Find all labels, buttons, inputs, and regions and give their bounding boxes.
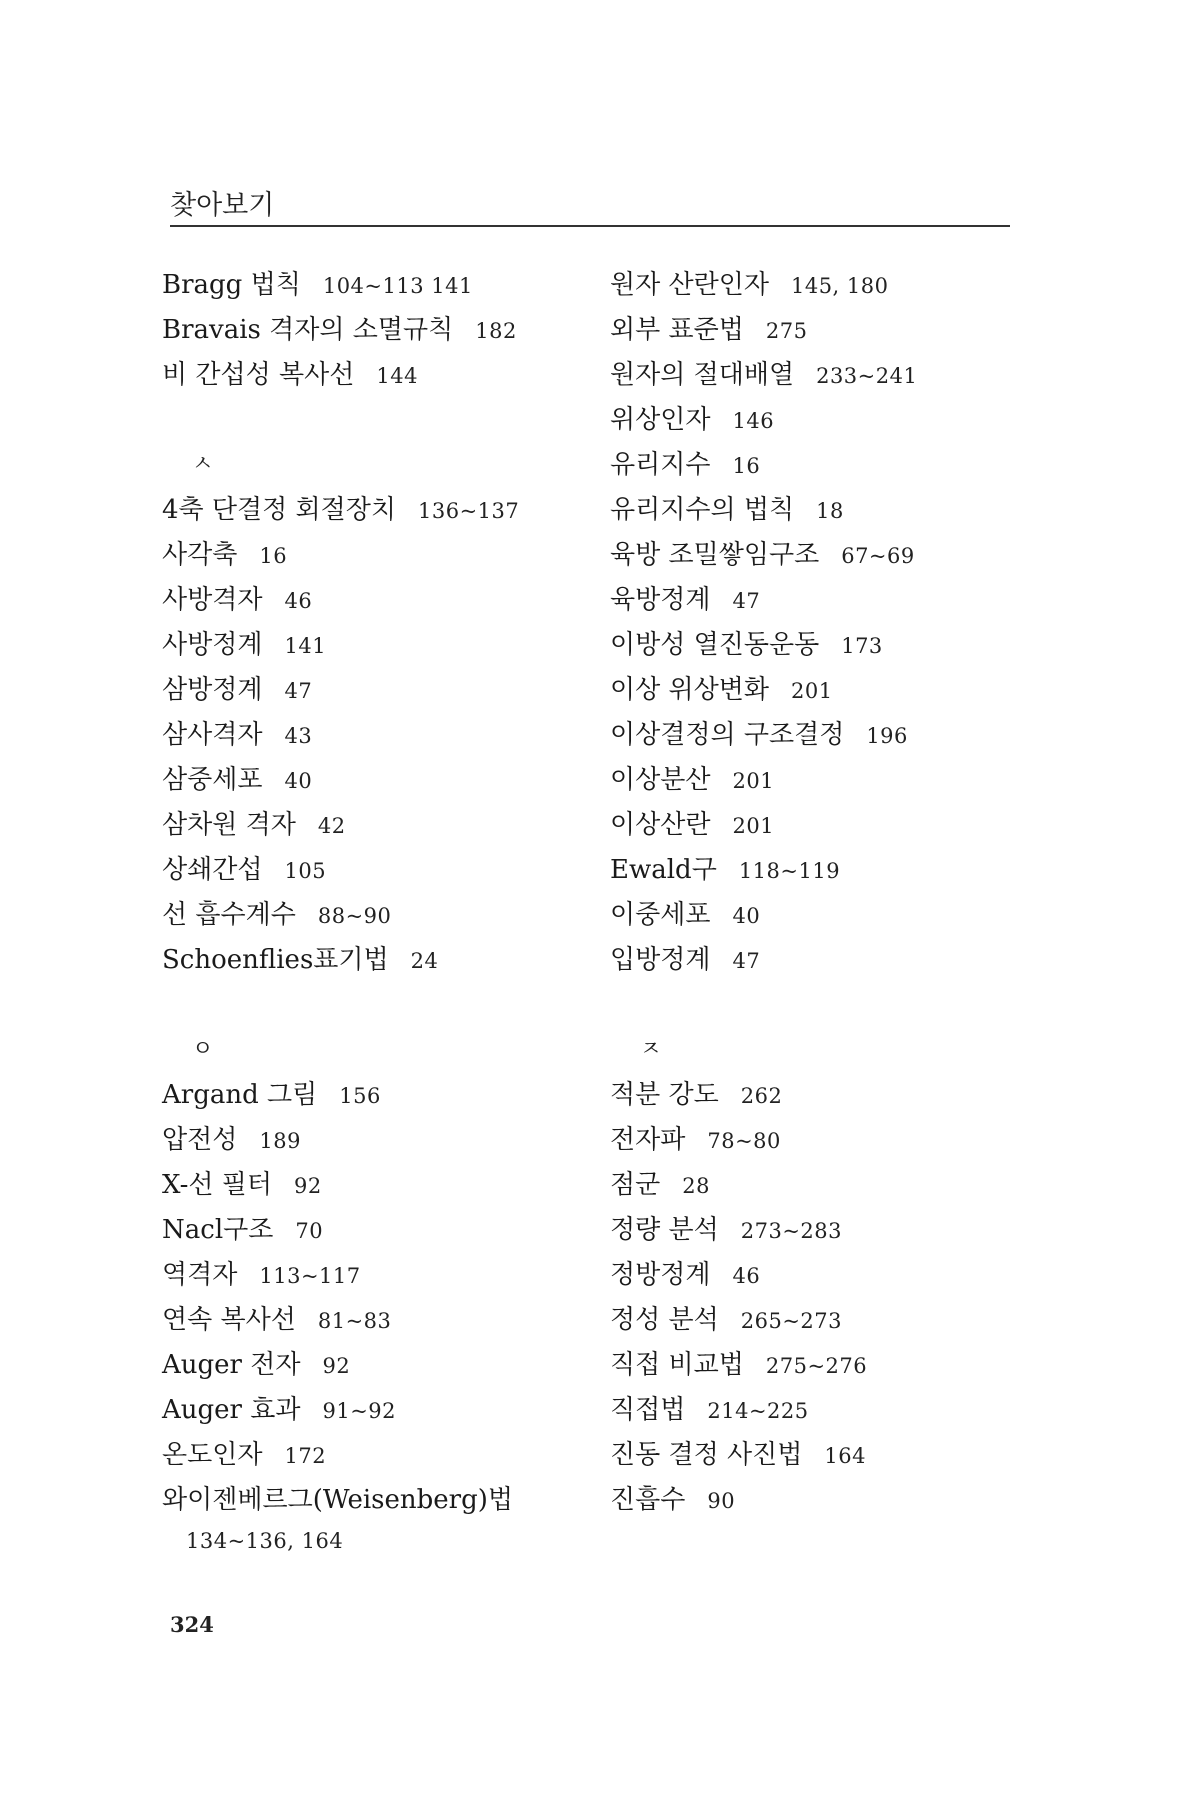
index-entry bbox=[610, 667, 1030, 712]
index-term: 연속 복사선 bbox=[162, 1305, 296, 1335]
index-pages: 47 bbox=[284, 679, 313, 703]
page-number: 324 bbox=[170, 1612, 214, 1637]
index-term: 이상분산 bbox=[610, 765, 711, 795]
index-group bbox=[162, 487, 582, 982]
index-right-column bbox=[610, 262, 1030, 1522]
index-entry bbox=[610, 622, 1030, 667]
index-entry bbox=[610, 532, 1030, 577]
section-header-jieut: ㅈ bbox=[640, 1037, 662, 1062]
index-pages: 182 bbox=[475, 319, 517, 343]
index-pages: 46 bbox=[284, 589, 313, 613]
index-entry bbox=[610, 1117, 1030, 1162]
section-gap bbox=[162, 397, 582, 442]
index-pages: 172 bbox=[284, 1444, 327, 1468]
index-term: 삼중세포 bbox=[162, 765, 263, 795]
index-term: 사각축 bbox=[162, 540, 238, 570]
index-entry bbox=[610, 1477, 1030, 1522]
index-term: 유리지수의 법칙 bbox=[610, 495, 795, 525]
index-term: 위상인자 bbox=[610, 405, 711, 435]
index-term: 유리지수 bbox=[610, 450, 711, 480]
index-entry bbox=[162, 1342, 582, 1387]
index-entry bbox=[610, 1162, 1030, 1207]
index-entry bbox=[610, 802, 1030, 847]
index-pages: 40 bbox=[284, 769, 313, 793]
index-pages: 275~276 bbox=[765, 1354, 868, 1378]
index-pages: 16 bbox=[732, 454, 761, 478]
index-pages: 88~90 bbox=[317, 904, 392, 928]
index-entry bbox=[610, 352, 1030, 397]
section-header-siot: ㅅ bbox=[192, 452, 214, 477]
index-entry bbox=[162, 532, 582, 577]
index-term: Ewald구 bbox=[610, 855, 717, 885]
index-entry bbox=[610, 847, 1030, 892]
index-term: Bravais 격자의 소멸규칙 bbox=[162, 315, 454, 345]
index-entry bbox=[610, 1297, 1030, 1342]
index-entry bbox=[162, 307, 582, 352]
index-entry bbox=[162, 892, 582, 937]
index-group bbox=[610, 1072, 1030, 1522]
index-term: 진동 결정 사진법 bbox=[610, 1440, 803, 1470]
index-entry bbox=[610, 487, 1030, 532]
index-pages: 16 bbox=[259, 544, 288, 568]
page-header-title: 찾아보기 bbox=[170, 190, 275, 221]
index-entry bbox=[162, 802, 582, 847]
index-entry bbox=[610, 1432, 1030, 1477]
index-entry bbox=[162, 1072, 582, 1117]
index-entry bbox=[162, 1252, 582, 1297]
index-pages: 113~117 bbox=[259, 1264, 361, 1288]
index-entry bbox=[162, 937, 582, 982]
index-term: 삼방정계 bbox=[162, 675, 263, 705]
index-term: 삼차원 격자 bbox=[162, 810, 296, 840]
index-pages: 46 bbox=[732, 1264, 761, 1288]
section-gap bbox=[610, 982, 1030, 1027]
index-pages: 67~69 bbox=[841, 544, 915, 568]
index-entry bbox=[610, 262, 1030, 307]
index-pages: 144 bbox=[376, 364, 418, 388]
index-entry bbox=[610, 757, 1030, 802]
index-pages: 156 bbox=[339, 1084, 381, 1108]
index-term: 이상산란 bbox=[610, 810, 711, 840]
index-term: 직접법 bbox=[610, 1395, 686, 1425]
index-pages: 273~283 bbox=[740, 1219, 842, 1243]
index-pages: 262 bbox=[740, 1084, 783, 1108]
index-entry bbox=[610, 577, 1030, 622]
index-term: 이중세포 bbox=[610, 900, 711, 930]
index-pages: 24 bbox=[410, 949, 439, 973]
index-term: X-선 필터 bbox=[162, 1170, 272, 1200]
index-pages: 189 bbox=[259, 1129, 301, 1153]
index-term: 이상 위상변화 bbox=[610, 675, 769, 705]
index-term: 정방정계 bbox=[610, 1260, 711, 1290]
index-pages: 47 bbox=[732, 589, 761, 613]
index-term: 육방정계 bbox=[610, 585, 711, 615]
index-pages: 42 bbox=[317, 814, 346, 838]
index-term: 4축 단결정 회절장치 bbox=[162, 495, 396, 525]
index-term: 사방격자 bbox=[162, 585, 263, 615]
index-term: 역격자 bbox=[162, 1260, 238, 1290]
index-term: 압전성 bbox=[162, 1125, 238, 1155]
index-entry bbox=[610, 1072, 1030, 1117]
index-entry bbox=[162, 1387, 582, 1432]
index-entry bbox=[610, 1252, 1030, 1297]
index-pages: 145, 180 bbox=[790, 274, 889, 298]
index-entry bbox=[610, 1387, 1030, 1432]
index-group bbox=[162, 262, 582, 397]
index-pages: 43 bbox=[284, 724, 313, 748]
index-pages: 141 bbox=[284, 634, 327, 658]
index-term: 사방정계 bbox=[162, 630, 263, 660]
index-pages: 214~225 bbox=[707, 1399, 809, 1423]
index-pages: 164 bbox=[824, 1444, 866, 1468]
index-entry bbox=[162, 352, 582, 397]
index-entry bbox=[162, 622, 582, 667]
index-term: 전자파 bbox=[610, 1125, 686, 1155]
index-entry bbox=[610, 307, 1030, 352]
index-term: Argand 그림 bbox=[162, 1080, 318, 1110]
index-pages: 173 bbox=[841, 634, 883, 658]
index-pages: 136~137 bbox=[418, 499, 520, 523]
index-entry bbox=[162, 667, 582, 712]
index-term: 정성 분석 bbox=[610, 1305, 719, 1335]
index-term: Bragg 법칙 bbox=[162, 270, 301, 300]
index-term: 점군 bbox=[610, 1170, 661, 1200]
index-entry bbox=[610, 712, 1030, 757]
index-entry bbox=[162, 712, 582, 757]
index-term: 입방정계 bbox=[610, 945, 711, 975]
index-entry bbox=[162, 1117, 582, 1162]
index-term: 온도인자 bbox=[162, 1440, 263, 1470]
index-term: 원자의 절대배열 bbox=[610, 360, 795, 390]
index-term: 상쇄간섭 bbox=[162, 855, 263, 885]
index-pages: 201 bbox=[790, 679, 833, 703]
index-term: 정량 분석 bbox=[610, 1215, 719, 1245]
index-entry bbox=[162, 847, 582, 892]
index-entry bbox=[162, 1162, 582, 1207]
index-term: 이상결정의 구조결정 bbox=[610, 720, 845, 750]
index-entry bbox=[162, 757, 582, 802]
section-gap bbox=[162, 982, 582, 1027]
index-entry bbox=[162, 1432, 582, 1477]
index-pages: 275 bbox=[765, 319, 808, 343]
index-pages: 40 bbox=[732, 904, 761, 928]
index-term: 와이젠베르그(Weisenberg)법 bbox=[162, 1485, 513, 1515]
header-rule bbox=[170, 225, 1010, 227]
index-term: 비 간섭성 복사선 bbox=[162, 360, 355, 390]
index-term: 원자 산란인자 bbox=[610, 270, 769, 300]
index-term: 육방 조밀쌓임구조 bbox=[610, 540, 820, 570]
index-term: Schoenflies표기법 bbox=[162, 945, 389, 975]
index-pages: 118~119 bbox=[738, 859, 841, 883]
index-pages: 18 bbox=[816, 499, 844, 523]
index-entry bbox=[610, 892, 1030, 937]
index-term: 이방성 열진동운동 bbox=[610, 630, 820, 660]
index-term: 진흡수 bbox=[610, 1485, 686, 1515]
index-entry bbox=[610, 1207, 1030, 1252]
index-pages: 78~80 bbox=[707, 1129, 781, 1153]
index-entry bbox=[610, 397, 1030, 442]
index-pages: 196 bbox=[866, 724, 908, 748]
index-pages: 92 bbox=[293, 1174, 322, 1198]
index-pages: 47 bbox=[732, 949, 761, 973]
index-entry bbox=[162, 262, 582, 307]
index-entry bbox=[610, 1342, 1030, 1387]
index-pages: 201 bbox=[732, 769, 775, 793]
index-pages: 104~113 141 bbox=[322, 274, 473, 298]
index-entry bbox=[162, 1477, 582, 1522]
index-pages: 146 bbox=[732, 409, 775, 433]
index-entry bbox=[610, 442, 1030, 487]
index-term: 외부 표준법 bbox=[610, 315, 744, 345]
index-pages: 105 bbox=[284, 859, 327, 883]
index-pages: 265~273 bbox=[740, 1309, 842, 1333]
index-term: 적분 강도 bbox=[610, 1080, 719, 1110]
index-pages: 233~241 bbox=[816, 364, 918, 388]
index-pages: 90 bbox=[707, 1489, 736, 1513]
index-term: Auger 효과 bbox=[162, 1395, 301, 1425]
index-term: 직접 비교법 bbox=[610, 1350, 744, 1380]
index-entry bbox=[162, 487, 582, 532]
index-entry bbox=[162, 577, 582, 622]
index-pages: 201 bbox=[732, 814, 775, 838]
index-term: 삼사격자 bbox=[162, 720, 263, 750]
index-entry bbox=[162, 1297, 582, 1342]
index-pages: 92 bbox=[322, 1354, 351, 1378]
index-term: Nacl구조 bbox=[162, 1215, 274, 1245]
index-group bbox=[610, 262, 1030, 982]
index-pages: 91~92 bbox=[322, 1399, 397, 1423]
index-pages-continuation: 134~136, 164 bbox=[186, 1529, 344, 1553]
index-pages: 81~83 bbox=[317, 1309, 392, 1333]
index-pages: 70 bbox=[295, 1219, 324, 1243]
index-group bbox=[162, 1072, 582, 1560]
index-entry bbox=[162, 1207, 582, 1252]
index-pages: 28 bbox=[682, 1174, 710, 1198]
index-entry bbox=[610, 937, 1030, 982]
index-term: Auger 전자 bbox=[162, 1350, 301, 1380]
index-term: 선 흡수계수 bbox=[162, 900, 296, 930]
section-header-ieung: ㅇ bbox=[192, 1037, 214, 1062]
index-left-column bbox=[162, 262, 582, 1560]
